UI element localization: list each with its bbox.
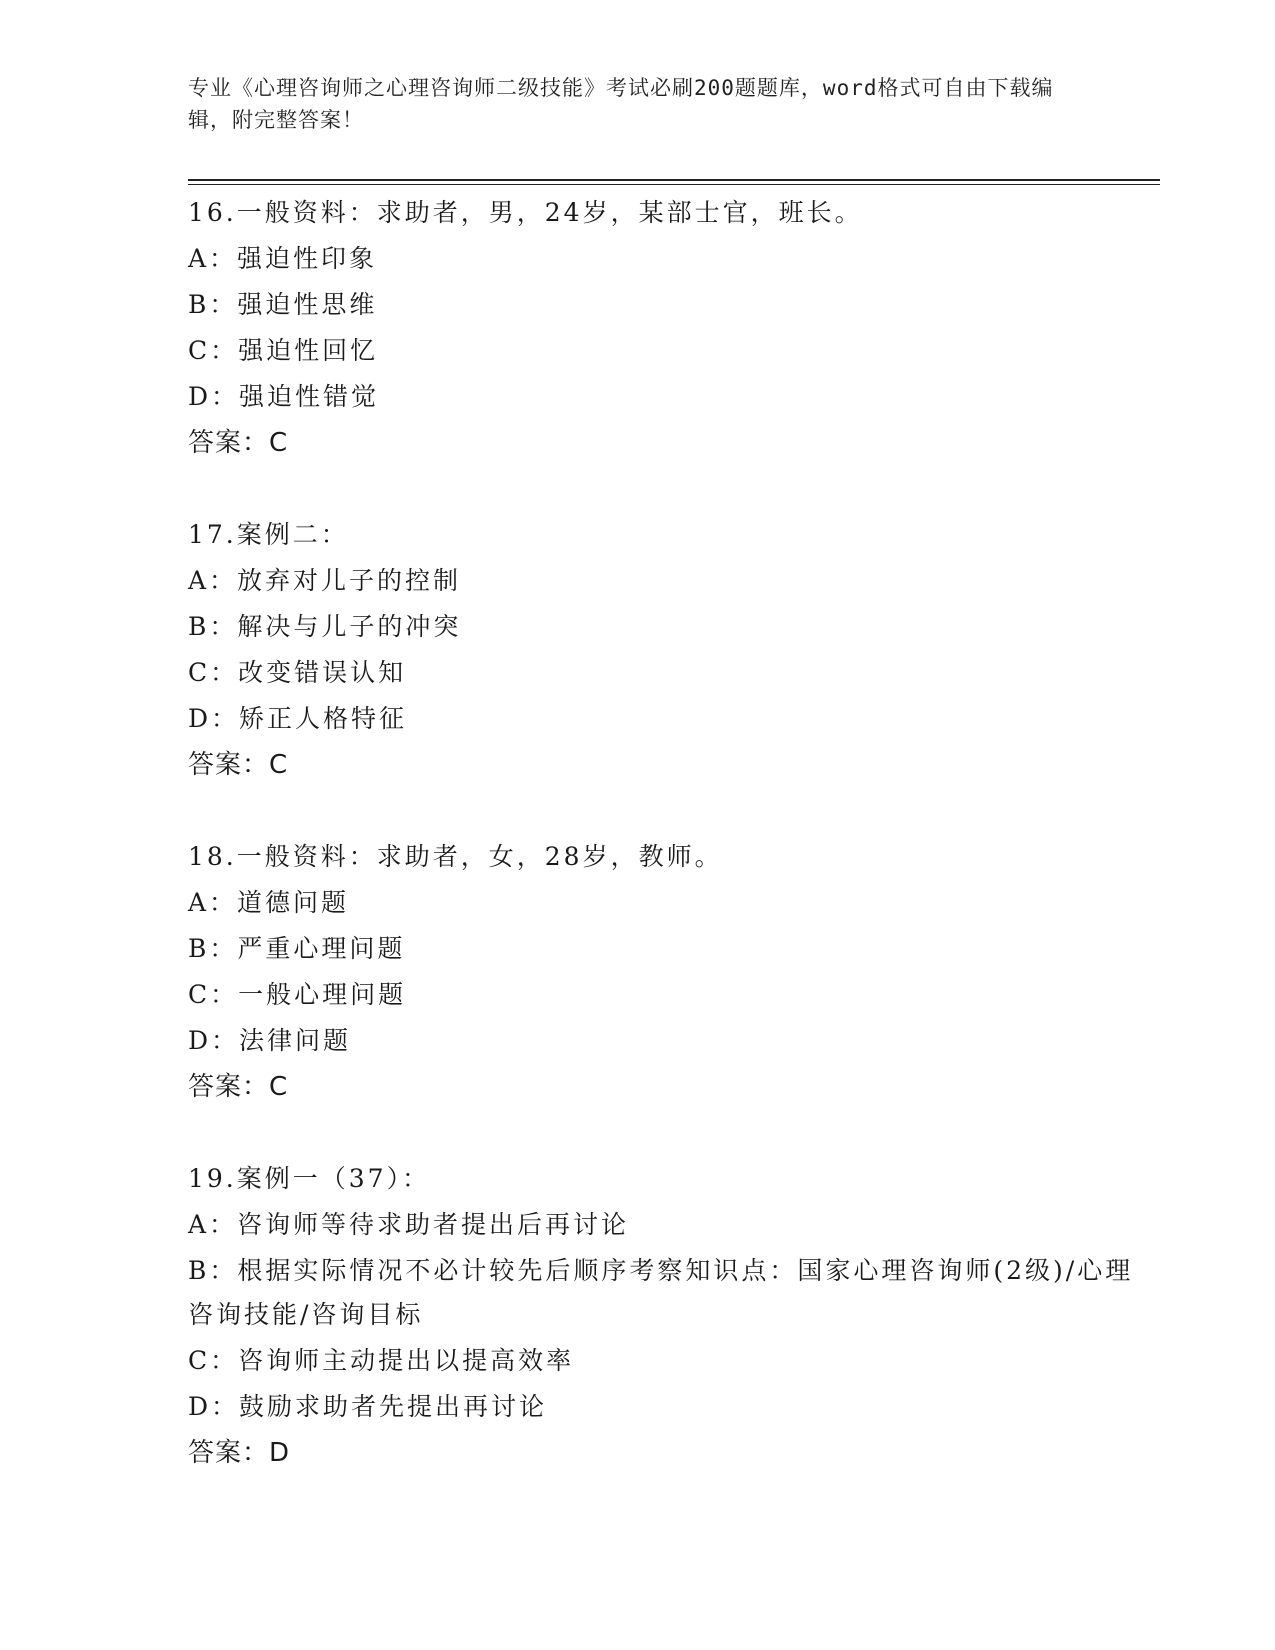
answer-line: 答案：D [188,1438,291,1468]
header-divider-thin [188,184,1160,185]
answer-line: 答案：C [188,1072,289,1102]
option-c: C：咨询师主动提出以提高效率 [188,1346,575,1375]
question-19 [188,1156,1148,1476]
option-a: A：咨询师等待求助者提出后再讨论 [188,1210,630,1239]
option-a: A：道德问题 [188,888,350,917]
option-d: D：法律问题 [188,1026,352,1055]
option-b: B：解决与儿子的冲突 [188,612,462,641]
option-d: D：鼓励求助者先提出再讨论 [188,1392,548,1421]
option-b: B：强迫性思维 [188,290,378,319]
header-divider-thick [188,179,1160,181]
option-a: A：强迫性印象 [188,244,378,273]
option-c: C：强迫性回忆 [188,336,379,365]
option-c: C：改变错误认知 [188,658,407,687]
question-stem: 18.一般资料：求助者，女，28岁，教师。 [188,842,723,871]
option-a: A：放弃对儿子的控制 [188,566,462,595]
option-c: C：一般心理问题 [188,980,407,1009]
question-18 [188,834,1148,1110]
question-stem: 16.一般资料：求助者，男，24岁，某部士官，班长。 [188,198,863,227]
option-b: B：根据实际情况不必计较先后顺序考察知识点：国家心理咨询师(2级)/心理咨询技能/咨询目标 [188,1256,1134,1329]
option-d: D：矫正人格特征 [188,704,408,733]
question-stem: 17.案例二： [188,520,349,549]
question-17 [188,512,1148,788]
answer-line: 答案：C [188,750,289,780]
question-stem: 19.案例一（37）： [188,1164,431,1193]
answer-line: 答案：C [188,428,289,458]
document-intro: 专业《心理咨询师之心理咨询师二级技能》考试必刷200题题库，word格式可自由下载编辑，附完整答案！ [188,76,1054,132]
question-list [188,190,1148,1522]
option-b: B：严重心理问题 [188,934,406,963]
option-d: D：强迫性错觉 [188,382,380,411]
question-16 [188,190,1148,466]
